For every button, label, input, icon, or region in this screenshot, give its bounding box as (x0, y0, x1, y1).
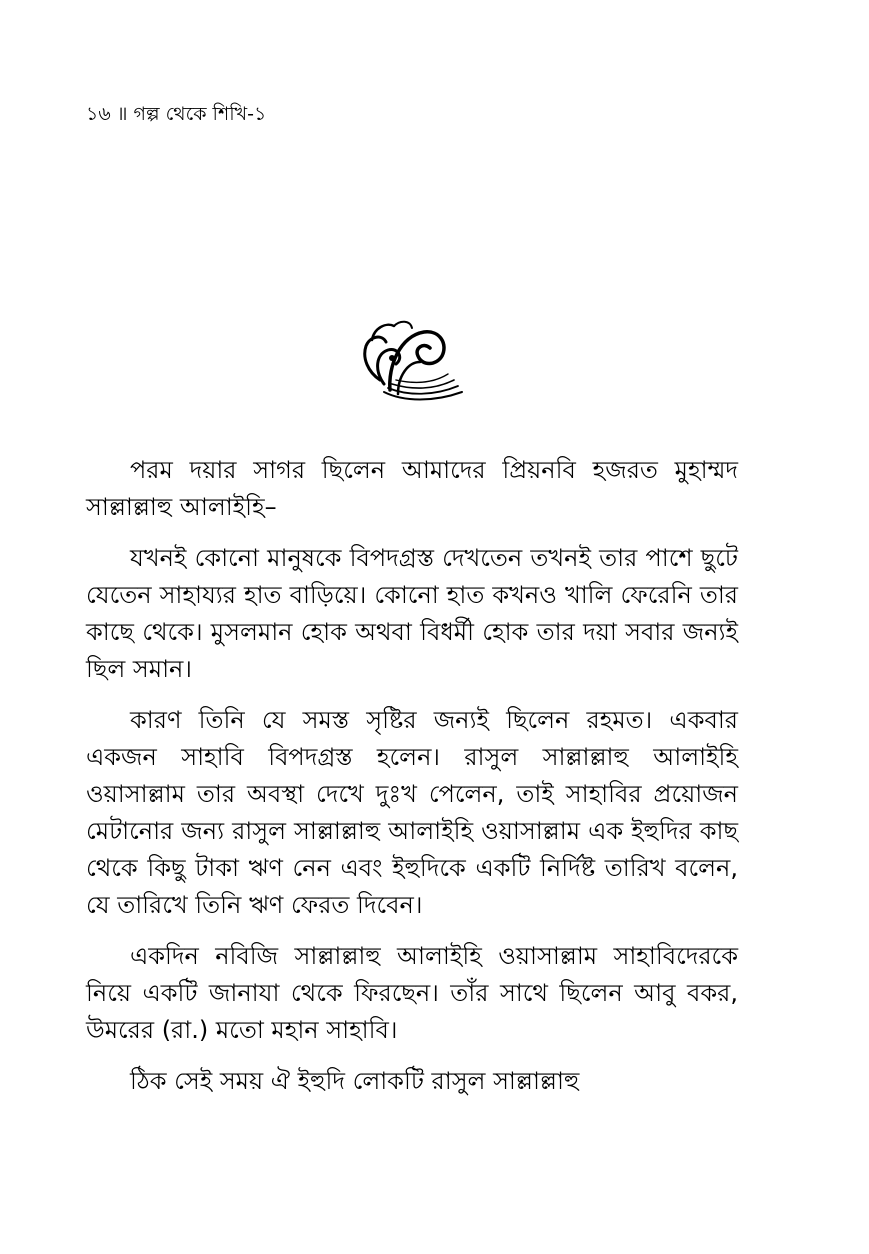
paragraph: একদিন নবিজি সাল্লাল্লাহু আলাইহি ওয়াসাল্লাম সাহাবিদেরকে নিয়ে একটি জানাযা থেকে ফিরছেন। তাঁর সাথে ছিলেন আবু বকর, উমরের (রা.) মতো মহান সাহাবি। (86, 942, 738, 1044)
paragraph: ঠিক সেই সময় ঐ ইহুদি লোকটি রাসুল সাল্লাল্লাহু (130, 1067, 580, 1095)
body-text (86, 452, 738, 1100)
swirl-flourish-icon (354, 310, 466, 406)
paragraph: কারণ তিনি যে সমস্ত সৃষ্টির জন্যই ছিলেন রহমত। একবার একজন সাহাবি বিপদগ্রস্ত হলেন। রাসুল সাল্লাল্লাহু আলাইহি ওয়াসাল্লাম তার অবস্থা দেখে দুঃখ পেলেন, তাই সাহাবির প্রয়োজন মেটানোর জন্য রাসুল সাল্লাল্লাহু আলাইহি ওয়াসাল্লাম এক ইহুদির কাছ থেকে কিছু টাকা ঋণ নেন এবং ইহুদিকে একটি নির্দিষ্ট তারিখ বলেন, যে তারিখে তিনি ঋণ ফেরত দিবেন। (86, 706, 738, 919)
paragraph: পরম দয়ার সাগর ছিলেন আমাদের প্রিয়নবি হজরত মুহাম্মদ সাল্লাল্লাহু আলাইহি– (86, 456, 738, 521)
running-header: ১৬ ॥ গল্প থেকে শিখি-১ (86, 103, 267, 125)
paragraph: যখনই কোনো মানুষকে বিপদগ্রস্ত দেখতেন তখনই তার পাশে ছুটে যেতেন সাহায্যর হাত বাড়িয়ে। কোনো হাত কখনও খালি ফেরেনি তার কাছে থেকে। মুসলমান হোক অথবা বিধর্মী হোক তার দয়া সবার জন্যই ছিল সমান। (86, 544, 738, 683)
